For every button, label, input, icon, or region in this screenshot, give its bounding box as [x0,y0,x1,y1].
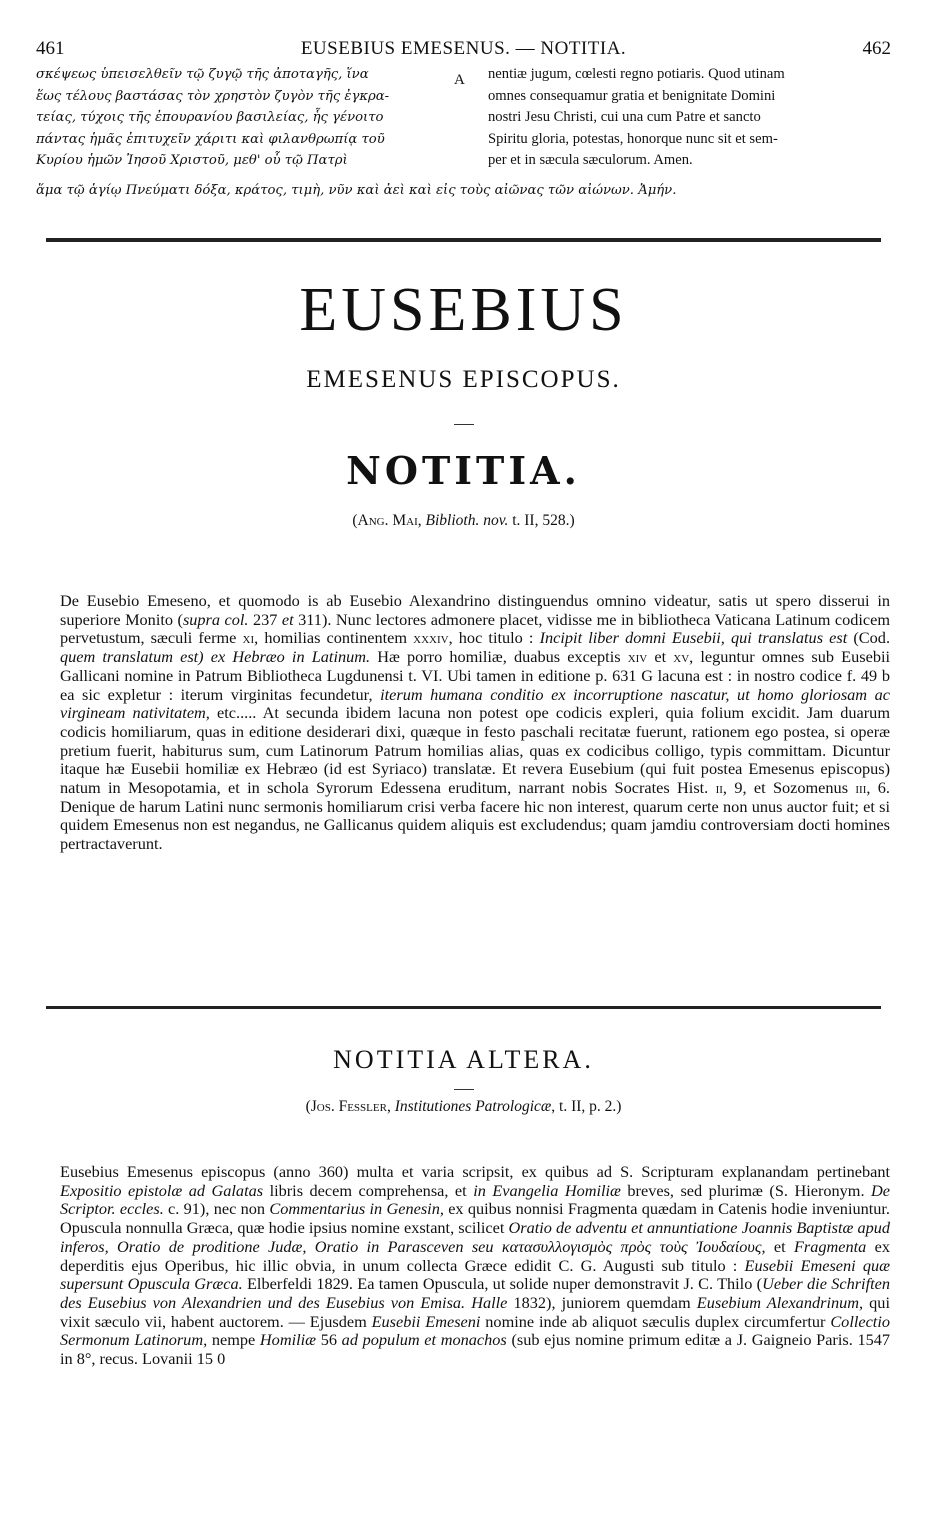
citation-author: Ang. Mai [357,512,418,529]
text-run: Homiliæ [259,1330,317,1350]
latin-line: nentiæ jugum, cœlesti regno potiaris. Quod utinam [488,66,785,82]
section-title: NOTITIA ALTERA. [333,1045,594,1074]
citation-sep: , [386,1098,395,1115]
text-run: , leguntur omnes sub Eusebii Gallicani nomine in Patrum Bibliotheca Lugdunensi t. VI. Ubi tamen in editione p. 631 G lacuna est : in nostro codice f. 49 b ea sic expletur : iterum virginitas fecundetur, [60,647,891,704]
text-run: , homilias continentem [254,628,414,648]
citation-rest: t. II, 528.) [508,512,575,529]
text-run: ex quibus nonnisi Fragmenta quædam in Catenis hodie inveniuntur. Opuscula nonnulla Græca, quæ hodie ipsius nomine exstant, scilicet [60,1199,891,1238]
text-run: breves, sed plurimæ (S. Hieronym. [620,1180,872,1200]
text-run: xxxiv [413,628,449,648]
text-run: (sub ejus nomine primum editæ a J. Gaigneio Paris. 1547 in 8°, recus. Lovanii 15 0 [60,1330,891,1369]
page-number-left: 461 [36,38,65,59]
text-run: et [765,1236,794,1256]
text-run: Eusebii Emeseni quæ supersunt Opuscula Græca. [60,1255,890,1294]
divider-rule [46,238,881,242]
text-run: nomine inde ab aliquot sæculis duplex circumfertur [480,1311,831,1331]
latin-line: Spiritu gloria, potestas, honorque nunc sit et sem- [488,130,778,147]
text-run: ii [715,778,723,798]
text-run: xi [242,628,255,648]
greek-line: Κυρίου ἡμῶν Ἰησοῦ Χριστοῦ, μεθ' οὗ τῷ Πατρὶ [36,153,348,168]
text-run: ( [177,609,183,629]
greek-full-line: ἅμα τῷ ἁγίῳ Πνεύματι δόξα, κράτος, τιμὴ, νῦν καὶ ἀεὶ καὶ εἰς τοὺς αἰῶνας τῶν αἰώνων. Ἀμήν. [36,183,677,198]
section-citation [0,1098,927,1116]
text-run: Eusebius Emesenus episcopus (anno 360) multa et varia scripsit, ex quibus ad S. Scripturam explanandam pertinebant [60,1162,890,1181]
text-run: Incipit liber domni Eusebii, qui translatus est [539,628,848,648]
citation-work: Institutiones Patrologicæ [394,1098,552,1115]
latin-line: omnes consequamur gratia et benignitate Domini [488,87,776,104]
text-run: , 6. Denique de harum Latini nunc sermonis homiliarum crisi verba facere hic non interest, quarum certe non unus auctor fuit; et si quidem Emesenus non est negandus, ne Gallicanus quidem aliquis est excludendus; quam jamdiu controversiam docti homines pertractaverunt. [60,778,890,854]
running-head [36,38,891,64]
text-run: Ueber die Schriften des Eusebius von Alexandrien und des Eusebius von Emisa. Halle [60,1274,890,1312]
paragraph-1 [60,592,890,854]
greek-line: τείας, τύχοις τῆς ἐπουρανίου βασιλείας, ἧς γένοιτο [36,110,384,125]
text-run: ex deperditis ejus Operibus, hic illic obvia, in unum collecta Græce edidit C. G. Augusti sub titulo : [60,1236,891,1275]
section-dash [454,1089,474,1090]
text-run: , 9, et Sozomenus [722,778,856,798]
text-run: in Evangelia Homiliæ [473,1180,621,1200]
text-run: iterum humana conditio ex incorruptione nascatur, ut homo gloriosam ac virgineam nativitatem, [60,684,890,723]
text-run: iii [855,778,867,798]
greek-line: πάντας ἡμᾶς ἐπιτυχεῖν χάριτι καὶ φιλανθρωπίᾳ τοῦ [36,131,385,147]
text-run: nempe [207,1330,260,1350]
text-run: qui vixit sæculo vii, habent auctorem. — Ejusdem [60,1292,890,1331]
text-run: Oratio de adventu et annuntiatione Joannis Baptistæ apud inferos, Oratio de proditione Judæ, Oratio in Parasceven seu κατασυλλογισμὸς πρὸς τοὺς Ἰουδαίους, [60,1218,891,1256]
text-run: 311). Nunc lectores admonere placet, vidisse me in bibliotheca Vaticana Latinum codicem pervetustum, sæculi ferme [60,609,891,648]
latin-line: per et in sæcula sæculorum. Amen. [488,152,693,168]
text-run: Fragmenta [793,1236,867,1256]
text-run: supra col. [182,609,249,629]
greek-column [36,64,460,172]
citation-open: ( [305,1098,311,1115]
text-run: Elberfeldi 1829. Ea tamen Opuscula, ut solide nuper demonstravit J. C. Thilo ( [242,1274,763,1294]
citation-sep: , [417,512,426,529]
divider-rule [46,1006,881,1009]
greek-line: σκέψεως ὑπεισελθεῖν τῷ ζυγῷ τῆς ἀποταγῆς, ἵνα [36,67,369,82]
text-run: 1832), juniorem quemdam [507,1292,697,1312]
greek-line: ἕως τέλους βαστάσας τὸν χρηστὸν ζυγὸν τῆς ἐγκρα- [36,88,390,104]
paragraph-2 [60,1163,890,1369]
text-run: 56 [316,1330,342,1350]
latin-column [488,64,891,172]
text-run: , hoc titulo : [448,628,540,648]
citation-author: Jos. Fessler [310,1098,387,1115]
text-run: Eusebium Alexandrinum, [696,1292,864,1312]
margin-letter: A [454,72,465,88]
notitia-heading: NOTITIA. [346,448,581,493]
text-run: 237 [248,609,282,629]
text-run: Expositio epistolæ ad Galatas [60,1180,264,1200]
text-run: Collectio Sermonum Latinorum, [60,1311,890,1350]
text-run: c. 91), nec non [163,1199,270,1219]
text-run: etc..... At secunda ibidem lacuna non potest ope codicis expleri, quia folium excidit. Jam duarum codicis homiliarum, quas in editione desiderari dixi, quæque in festo paschali recitatæ fuerunt, rationem ego postea, si operæ pretium fuerit, habiturus sum, cum Latinorum Patrum homilias alias, quas ex codicibus colligo, typis committam. Dicuntur itaque hæ Eusebii homiliæ ex Hebræo (id est Syriaco) translatæ. Et revera Eusebium (qui fuit postea Emesenus episcopus) natum in Mesopotamia, et in schola Syrorum Edessena eruditum, narrant nobis Socrates Hist. [60,703,890,798]
text-run: Hæ porro homiliæ, duabus exceptis [370,647,628,667]
paragraph-text [60,592,890,854]
subtitle: EMESENUS EPISCOPUS. [306,366,621,393]
text-run: ad populum et monachos [341,1330,507,1350]
text-run: quem translatum est) ex Hebræo in Latinum. [60,647,371,667]
page-number-right: 462 [862,38,891,59]
main-title: EUSEBIUS [299,276,628,344]
running-title: EUSEBIUS EMESENUS. — NOTITIA. [300,38,627,59]
text-run: et [281,609,294,629]
paragraph-text [60,1163,890,1369]
text-run: De Scriptor. eccles. [60,1180,890,1219]
text-run: xiv [627,647,648,667]
citation-work: Biblioth. nov. [425,512,509,529]
text-run: Eusebii Emeseni [371,1311,481,1331]
citation [0,512,927,530]
citation-rest: , t. II, p. 2.) [551,1098,622,1115]
latin-line: nostri Jesu Christi, cui una cum Patre et sancto [488,109,761,125]
text-run: et [647,647,674,667]
text-run: Commentarius in Genesin, [269,1199,444,1219]
text-run: libris decem comprehensa, et [263,1180,474,1200]
text-run: xv [673,647,690,667]
text-run: (Cod. [847,628,891,648]
citation-open: ( [352,512,358,529]
text-run: De Eusebio Emeseno, et quomodo is ab Eusebio Alexandrino distinguendus omnino videatur, satis ut spero disserui in superiore Monito [60,591,890,629]
title-dash [454,424,474,425]
